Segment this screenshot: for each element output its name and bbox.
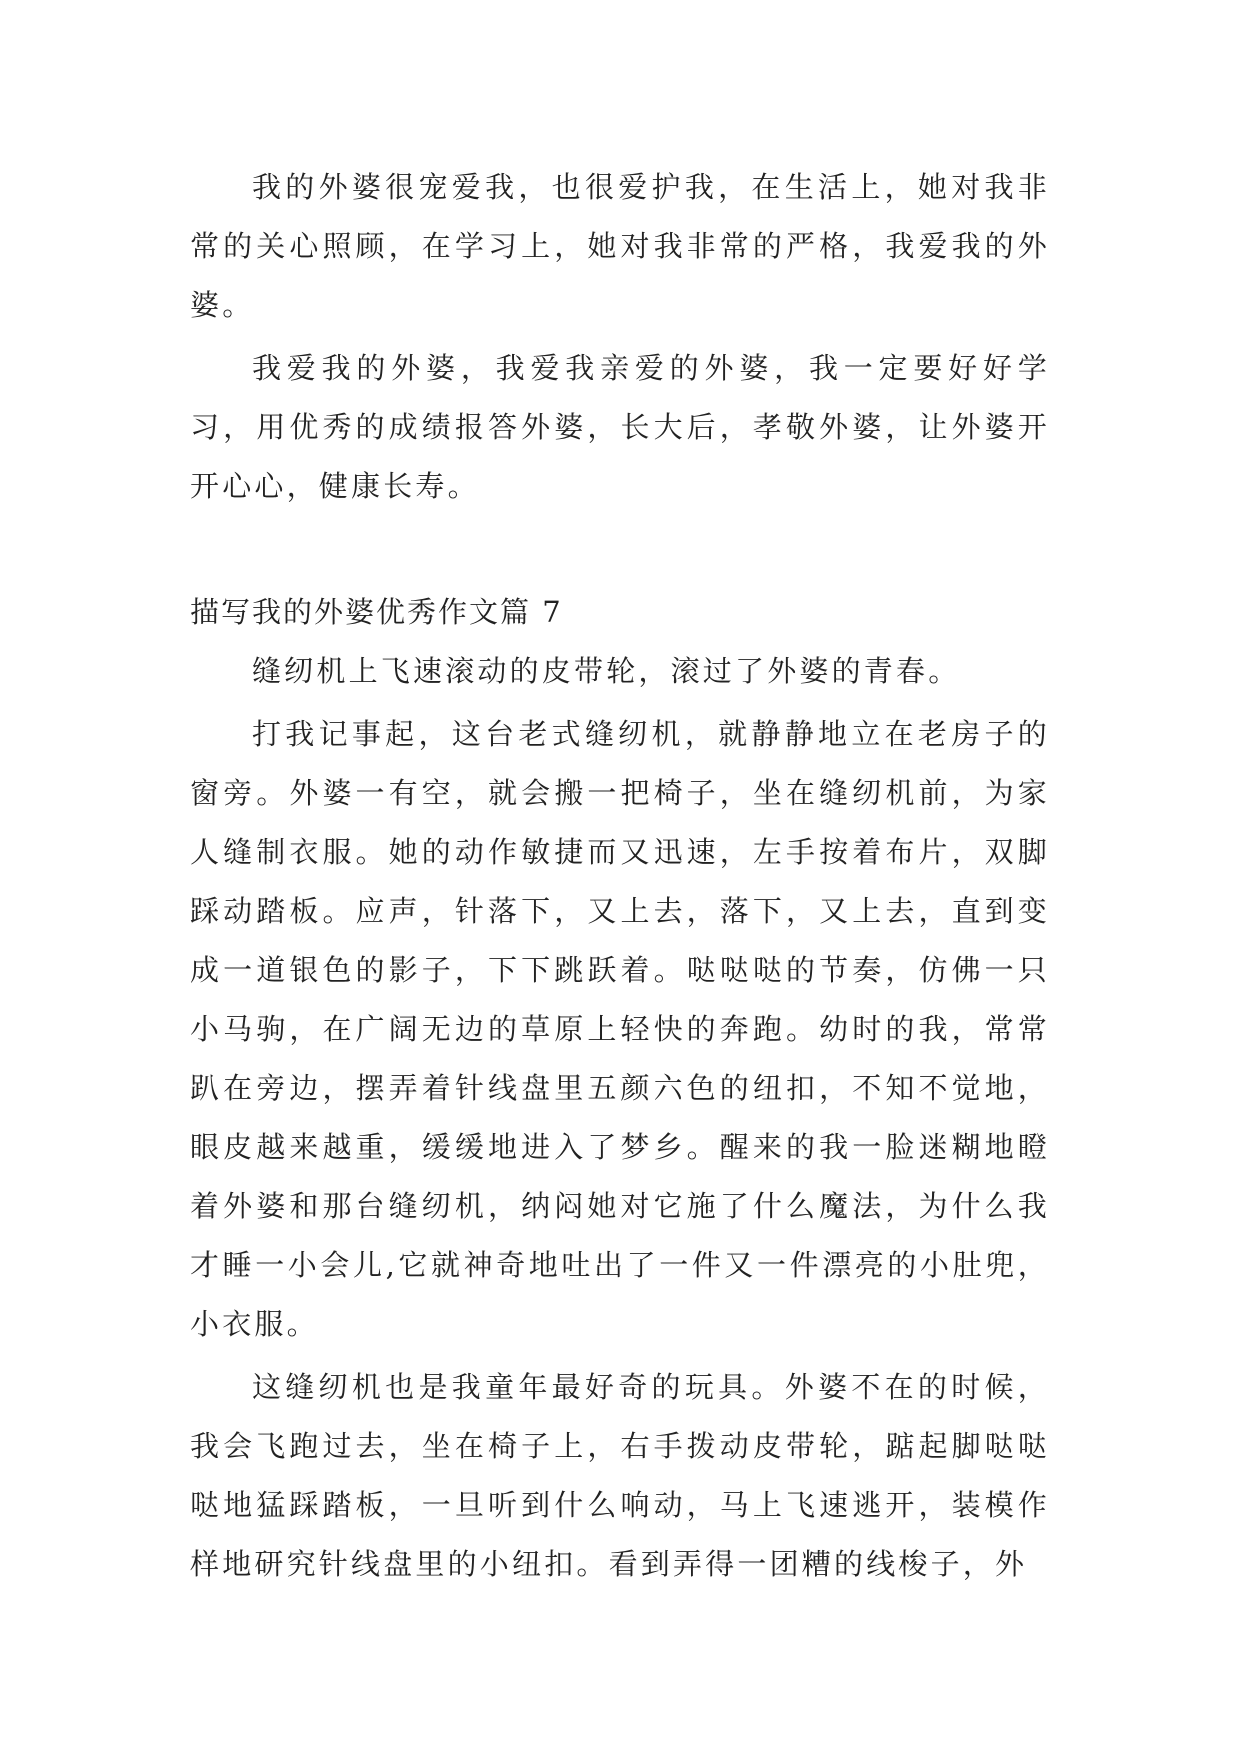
document-page <box>190 158 1050 1594</box>
section-title: 描写我的外婆优秀作文篇 7 <box>190 595 563 629</box>
paragraph-promise: 我爱我的外婆，我爱我亲爱的外婆，我一定要好好学习，用优秀的成绩报答外婆，长大后，孝敬外婆，让外婆开开心心，健康长寿。 <box>190 351 1050 503</box>
paragraph-sewing-memory: 打我记事起，这台老式缝纫机，就静静地立在老房子的窗旁。外婆一有空，就会搬一把椅子，坐在缝纫机前，为家人缝制衣服。她的动作敏捷而又迅速，左手按着布片，双脚踩动踏板。应声，针落下，又上去，落下，又上去，直到变成一道银色的影子，下下跳跃着。哒哒哒的节奏，仿佛一只小马驹，在广阔无边的草原上轻快的奔跑。幼时的我，常常趴在旁边，摆弄着针线盘里五颜六色的纽扣，不知不觉地，眼皮越来越重，缓缓地进入了梦乡。醒来的我一脸迷糊地瞪着外婆和那台缝纫机，纳闷她对它施了什么魔法，为什么我才睡一小会儿,它就神奇地吐出了一件又一件漂亮的小肚兜，小衣服。 <box>190 717 1050 1341</box>
paragraph-intro: 缝纫机上飞速滚动的皮带轮，滚过了外婆的青春。 <box>252 654 961 688</box>
paragraph-love-grandma: 我的外婆很宠爱我，也很爱护我，在生活上，她对我非常的关心照顾，在学习上，她对我非常的严格，我爱我的外婆。 <box>190 170 1050 322</box>
paragraph-childhood-toy: 这缝纫机也是我童年最好奇的玩具。外婆不在的时候，我会飞跑过去，坐在椅子上，右手拨动皮带轮，踮起脚哒哒哒地猛踩踏板，一旦听到什么响动，马上飞速逃开，装模作样地研究针线盘里的小纽扣。看到弄得一团糟的线梭子，外 <box>190 1370 1050 1581</box>
